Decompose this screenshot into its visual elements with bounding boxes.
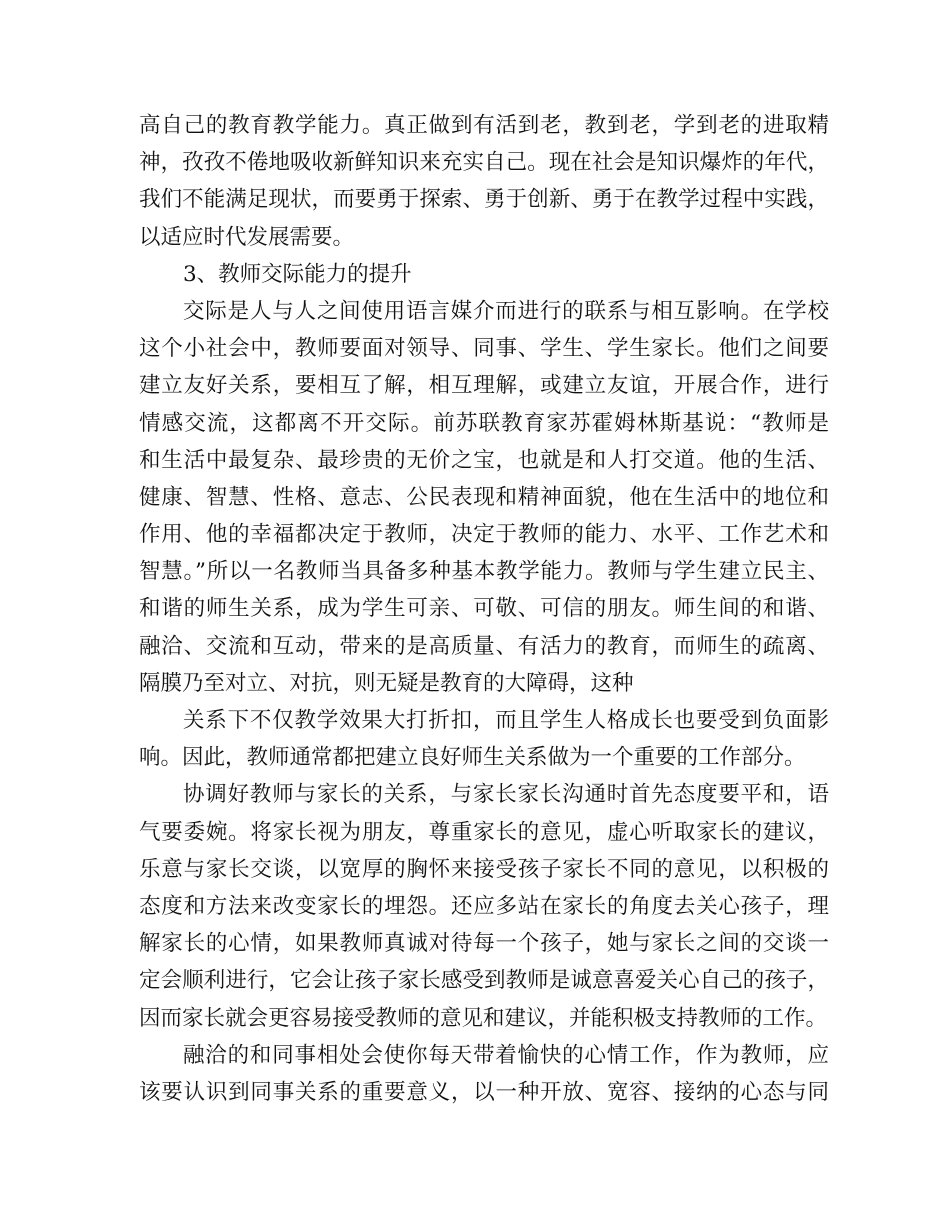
text-line: 这个小社会中，教师要面对领导、同事、学生、学生家长。他们之间要: [139, 336, 829, 362]
text-line: 响。因此，教师通常都把建立良好师生关系做为一个重要的工作部分。: [139, 745, 806, 771]
paragraph-first-line: 交际是人与人之间使用语言媒介而进行的联系与相互影响。在学校: [183, 298, 829, 324]
text-line: 因而家长就会更容易接受教师的意见和建议，并能积极支持教师的工作。: [139, 1005, 828, 1031]
text-line: 隔膜乃至对立、对抗，则无疑是教育的大障碍，这种: [139, 670, 634, 696]
paragraph-first-line: 融洽的和同事相处会使你每天带着愉快的心情工作，作为教师，应: [183, 1042, 829, 1068]
text-line: 建立友好关系，要相互了解，相互理解，或建立友谊，开展合作，进行: [139, 373, 829, 399]
text-line: 高自己的教育教学能力。真正做到有活到老，教到老，学到老的进取精: [139, 113, 829, 138]
text-line: 情感交流，这都离不开交际。前苏联教育家苏霍姆林斯基说：“教师是: [139, 410, 829, 436]
text-line: 我们不能满足现状，而要勇于探索、勇于创新、勇于在教学过程中实践，: [139, 187, 829, 213]
text-line: 乐意与家长交谈，以宽厚的胸怀来接受孩子家长不同的意见，以积极的: [139, 856, 829, 882]
text-line: 定会顺利进行，它会让孩子家长感受到教师是诚意喜爱关心自己的孩子，: [139, 968, 829, 994]
text-line: 健康、智慧、性格、意志、公民表现和精神面貌，他在生活中的地位和: [139, 484, 829, 510]
text-line: 解家长的心情，如果教师真诚对待每一个孩子，她与家长之间的交谈一: [139, 931, 829, 957]
paragraph-first-line: 关系下不仅教学效果大打折扣，而且学生人格成长也要受到负面影: [183, 708, 829, 733]
document-body: [139, 107, 829, 1111]
text-line: 融洽、交流和互动，带来的是高质量、有活力的教育，而师生的疏离、: [139, 633, 829, 659]
text-line: 智慧。”所以一名教师当具备多种基本教学能力。教师与学生建立民主、: [139, 559, 829, 585]
text-line: 气要委婉。将家长视为朋友，尊重家长的意见，虚心听取家长的建议，: [139, 819, 829, 845]
section-heading: 3、教师交际能力的提升: [183, 261, 412, 287]
text-line: 和谐的师生关系，成为学生可亲、可敬、可信的朋友。师生间的和谐、: [139, 596, 829, 622]
text-line: 以适应时代发展需要。: [139, 224, 355, 250]
text-line: 态度和方法来改变家长的埋怨。还应多站在家长的角度去关心孩子，理: [139, 893, 829, 919]
text-line: 神，孜孜不倦地吸收新鲜知识来充实自己。现在社会是知识爆炸的年代，: [139, 150, 829, 176]
text-line: 作用、他的幸福都决定于教师，决定于教师的能力、水平、工作艺术和: [139, 522, 829, 548]
paragraph-first-line: 协调好教师与家长的关系，与家长家长沟通时首先态度要平和，语: [183, 782, 829, 808]
text-line: 该要认识到同事关系的重要意义，以一种开放、宽容、接纳的心态与同: [139, 1079, 829, 1105]
text-line: 和生活中最复杂、最珍贵的无价之宝，也就是和人打交道。他的生活、: [139, 447, 829, 473]
